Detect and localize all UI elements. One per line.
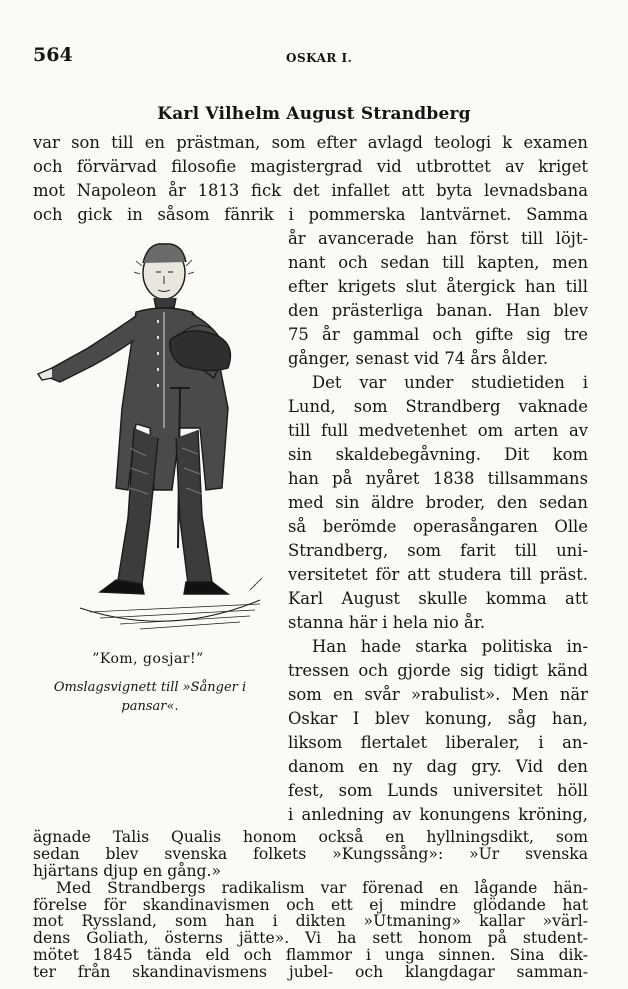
text-line: efter krigets slut återgick han till bbox=[288, 277, 588, 296]
text-line: dens Goliath, österns jätte». Vi ha sett honom på student- bbox=[33, 929, 588, 947]
figure-quote: ”Kom, gosjar!” bbox=[92, 651, 204, 667]
text-line: tressen och gjorde sig tidigt känd bbox=[288, 661, 588, 680]
text-line: den prästerliga banan. Han blev bbox=[288, 301, 588, 320]
text-line: nant och sedan till kapten, men bbox=[288, 253, 588, 272]
text-line: mötet 1845 tända eld och flammor i unga sinnen. Sina dik- bbox=[33, 946, 588, 964]
page-header bbox=[33, 44, 593, 72]
text-line: gånger, senast vid 74 års ålder. bbox=[288, 349, 549, 368]
text-line: hjärtans djup en gång.» bbox=[33, 862, 222, 880]
text-line: mot Ryssland, som han i dikten »Utmaning» kallar »värl- bbox=[33, 912, 588, 930]
text-line: med sin äldre broder, den sedan bbox=[288, 493, 588, 512]
text-line: Det var under studietiden i bbox=[312, 373, 588, 392]
text-line: förelse för skandinavismen och ett ej mindre glödande hat bbox=[33, 896, 588, 914]
text-line: fest, som Lunds universitet höll bbox=[288, 781, 588, 800]
text-line: Karl August skulle komma att bbox=[288, 589, 588, 608]
text-line: versitetet för att studera till präst. bbox=[288, 565, 588, 584]
text-line: var son till en prästman, som efter avlagd teologi k examen bbox=[33, 133, 588, 152]
text-line: sedan blev svenska folkets »Kungssång»: »Ur svenska bbox=[33, 845, 588, 863]
text-line: och förvärvad filosofie magistergrad vid utbrottet av kriget bbox=[33, 157, 588, 176]
page-number: 564 bbox=[33, 44, 73, 66]
text-line: mot Napoleon år 1813 fick det infallet att byta levnadsbana bbox=[33, 181, 588, 200]
text-line: Med Strandbergs radikalism var förenad en lågande hän- bbox=[56, 879, 588, 897]
text-line: ägnade Talis Qualis honom också en hyllningsdikt, som bbox=[33, 828, 588, 846]
portrait-figure bbox=[30, 228, 278, 648]
text-line: han på nyåret 1838 tillsammans bbox=[288, 469, 588, 488]
figure-caption-line-2: pansar«. bbox=[121, 699, 179, 714]
text-line: stanna här i hela nio år. bbox=[288, 613, 486, 632]
text-line: Lund, som Strandberg vaknade bbox=[288, 397, 588, 416]
text-line: år avancerade han först till löjt- bbox=[288, 229, 588, 248]
running-head: OSKAR I. bbox=[286, 51, 353, 65]
text-line: sin skaldebegåvning. Dit kom bbox=[288, 445, 588, 464]
portrait-illustration bbox=[30, 228, 278, 648]
text-line: Oskar I blev konung, såg han, bbox=[288, 709, 588, 728]
text-line: danom en ny dag gry. Vid den bbox=[288, 757, 588, 776]
text-line: liksom flertalet liberaler, i an- bbox=[288, 733, 588, 752]
text-line: till full medvetenhet om arten av bbox=[288, 421, 588, 440]
text-line: och gick in såsom fänrik i pommerska lantvärnet. Samma bbox=[33, 205, 588, 224]
text-line: som en svår »rabulist». Men när bbox=[288, 685, 588, 704]
text-line: 75 år gammal och gifte sig tre bbox=[288, 325, 588, 344]
text-line: så berömde operasångaren Olle bbox=[288, 517, 588, 536]
section-title: Karl Vilhelm August Strandberg bbox=[157, 104, 471, 124]
text-line: ter från skandinavismens jubel- och klangdagar samman- bbox=[33, 963, 588, 981]
text-line: i anledning av konungens kröning, bbox=[288, 805, 588, 824]
figure-caption-line-1: Omslagsvignett till »Sånger i bbox=[53, 680, 247, 695]
text-line: Han hade starka politiska in- bbox=[312, 637, 588, 656]
text-line: Strandberg, som farit till uni- bbox=[288, 541, 588, 560]
